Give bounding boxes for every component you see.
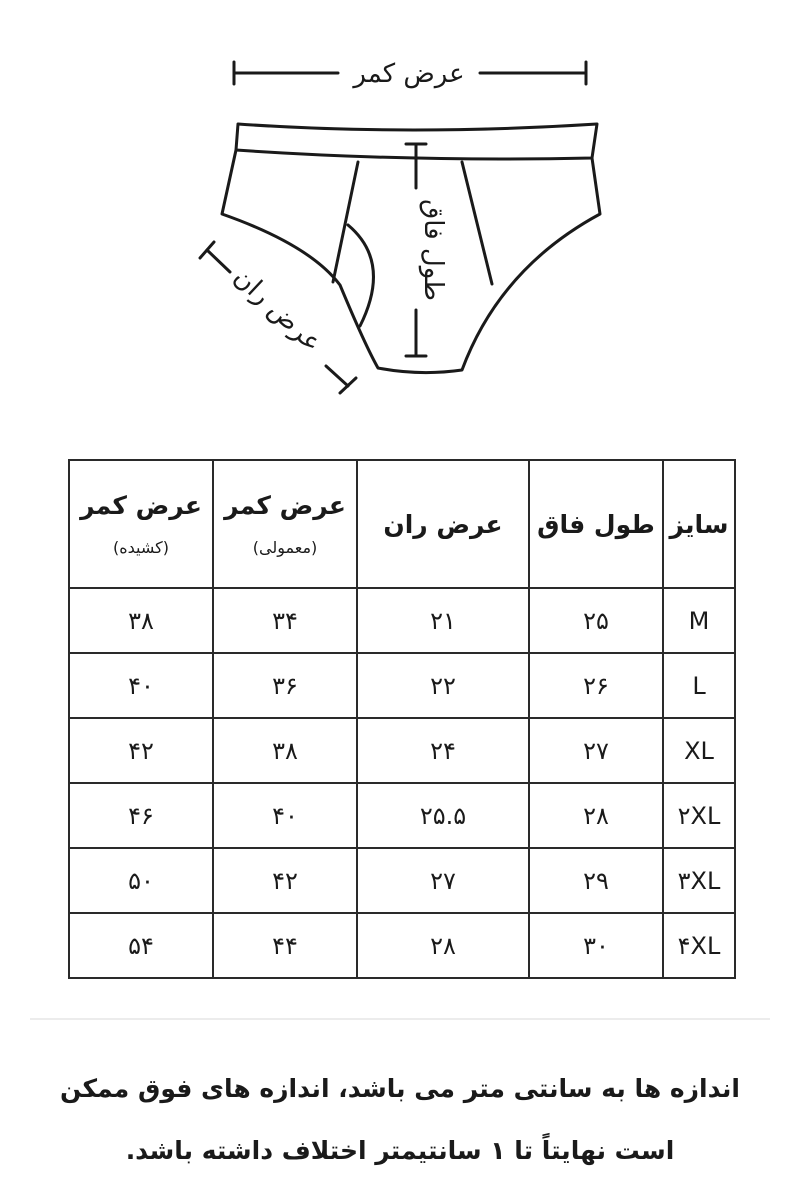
cell-thigh: ۲۱ bbox=[357, 588, 529, 653]
measurement-note-line-1: اندازه ها به سانتی متر می باشد، اندازه های فوق ممکن bbox=[59, 1074, 740, 1103]
header-waist-normal-sub: (معمولی) bbox=[252, 538, 318, 557]
table-row bbox=[69, 588, 735, 653]
thigh-width-label: عرض ران bbox=[227, 262, 328, 359]
table-row bbox=[69, 913, 735, 978]
size-chart-table bbox=[68, 459, 736, 979]
header-waist-stretched: عرض کمر (کشیده) bbox=[69, 460, 213, 588]
thigh-dimension-line-bottom bbox=[326, 366, 348, 386]
table-row bbox=[69, 848, 735, 913]
cell-waist-stretched: ۵۰ bbox=[69, 848, 213, 913]
table-row bbox=[69, 653, 735, 718]
section-divider bbox=[30, 1018, 770, 1020]
cell-waist-stretched: ۴۰ bbox=[69, 653, 213, 718]
header-waist-normal: عرض کمر (معمولی) bbox=[213, 460, 357, 588]
cell-size: L bbox=[663, 653, 735, 718]
pouch-seam-left bbox=[333, 162, 358, 282]
measurement-note-line-2: است نهایتاً تا ۱ سانتیمتر اختلاف داشته باشد. bbox=[125, 1136, 675, 1165]
table-header-row bbox=[69, 460, 735, 588]
briefs-body bbox=[222, 150, 600, 373]
cell-rise: ۲۶ bbox=[529, 653, 663, 718]
header-waist-stretched-sub: (کشیده) bbox=[113, 538, 169, 557]
cell-waist-normal: ۴۴ bbox=[213, 913, 357, 978]
cell-thigh: ۲۵.۵ bbox=[357, 783, 529, 848]
cell-rise: ۳۰ bbox=[529, 913, 663, 978]
cell-size: ۴XL bbox=[663, 913, 735, 978]
briefs-measurement-diagram bbox=[0, 0, 800, 420]
cell-waist-stretched: ۳۸ bbox=[69, 588, 213, 653]
cell-thigh: ۲۴ bbox=[357, 718, 529, 783]
cell-thigh: ۲۸ bbox=[357, 913, 529, 978]
cell-waist-normal: ۳۴ bbox=[213, 588, 357, 653]
cell-rise: ۲۵ bbox=[529, 588, 663, 653]
cell-thigh: ۲۷ bbox=[357, 848, 529, 913]
waist-width-label: عرض کمر bbox=[353, 59, 465, 89]
cell-rise: ۲۸ bbox=[529, 783, 663, 848]
header-thigh: عرض ران bbox=[357, 460, 529, 588]
pouch-seam-right bbox=[462, 162, 492, 284]
cell-waist-stretched: ۴۶ bbox=[69, 783, 213, 848]
cell-size: XL bbox=[663, 718, 735, 783]
cell-rise: ۲۷ bbox=[529, 718, 663, 783]
rise-length-label: طول فاق bbox=[418, 199, 448, 301]
cell-waist-normal: ۴۲ bbox=[213, 848, 357, 913]
cell-waist-normal: ۳۸ bbox=[213, 718, 357, 783]
cell-thigh: ۲۲ bbox=[357, 653, 529, 718]
cell-waist-normal: ۳۶ bbox=[213, 653, 357, 718]
cell-waist-normal: ۴۰ bbox=[213, 783, 357, 848]
table-row bbox=[69, 783, 735, 848]
cell-waist-stretched: ۴۲ bbox=[69, 718, 213, 783]
cell-size: ۲XL bbox=[663, 783, 735, 848]
cell-size: ۳XL bbox=[663, 848, 735, 913]
thigh-dimension-line-top bbox=[207, 250, 230, 272]
cell-waist-stretched: ۵۴ bbox=[69, 913, 213, 978]
table-row bbox=[69, 718, 735, 783]
header-size: سایز bbox=[663, 460, 735, 588]
cell-size: M bbox=[663, 588, 735, 653]
cell-rise: ۲۹ bbox=[529, 848, 663, 913]
header-rise: طول فاق bbox=[529, 460, 663, 588]
